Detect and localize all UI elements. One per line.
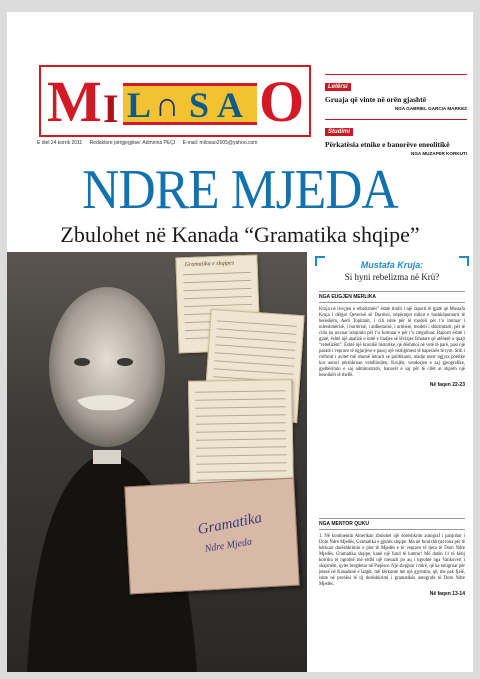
newspaper-page — [7, 12, 473, 672]
article-byline: NGA EUGJEN MERLIKA — [319, 291, 465, 303]
teaser-item[interactable] — [325, 74, 467, 111]
main-headline[interactable]: NDRE MJEDA — [82, 159, 398, 221]
teaser-title[interactable]: Gruaja që vinte në orën gjashtë — [325, 95, 427, 104]
editor-line: Redaktore përgjegjëse: Admirina PEÇI — [89, 140, 176, 146]
sub-headline: Zbulohet në Kanada “Gramatika shqipe” — [60, 222, 420, 247]
teaser-title[interactable]: Përkatësia etnike e banorëve eneolitikë — [325, 140, 450, 149]
logo-letter: S — [189, 85, 210, 125]
notebook-cover — [124, 478, 299, 595]
issue-date: E diel 24 korrik 2011 — [37, 140, 83, 146]
article-mjeda-grammar — [319, 518, 465, 597]
contact-email: E-mail: milosao2005@yahoo.com — [182, 140, 258, 146]
logo-letter: A — [217, 85, 243, 125]
article-body: Kruja në liviçjen e rebelizmës” është titulli i një raporti të gjatë që Mustafa Kruja i dërgoi Qeverisë së Durrësit, nëpërmjet mikut e bashkëpuntorit të herëshëm, Aedi Topitanit, i cili ishte për të modeli për t’u imituar i ndershmërisë, i burrërisë, i atdhetarisë, i urtësisë, modeli i shkrimtarit, për të cilin ka novuar ishqimin për t’u formuar e për t’u rregulluar. Raporti është i gjatë, është një analizë e imtë e lindjes së lëvizjes fshatare që atëherë u quajt “rebelizëm”. Është një kronikë historike, që dëshmoi në vetë të parë, pasi një pasatë i veprave të ngjarjeve e pasoj një vëzhgimesi të hapesirës të tyre. Stili i rrëfimit i avitet më shumë letrarit se politikanit, madje merr ngjyra poetike kur autori përshkruan vendlindjen, Krujën, vendosjen e saj gjeografike, gjelbërimin e saj administrativ, banorët e saj për të cilët ai shpreh një besnikëri të thellë. — [319, 307, 465, 379]
cover-photo — [7, 252, 307, 672]
milosao-logo — [39, 65, 311, 137]
section-tag: Letërsi — [325, 83, 351, 91]
masthead-meta — [37, 140, 337, 146]
article-kicker[interactable]: Mustafa Kruja: — [360, 260, 424, 270]
horseshoe-icon: ∩ — [155, 87, 180, 124]
logo-letter: L — [127, 85, 152, 125]
teaser-item[interactable] — [325, 119, 467, 156]
teaser-author: NGA GABRIEL GARCIA MARKEZ — [394, 106, 467, 111]
section-tag: Studimi — [325, 128, 353, 136]
teaser-author: NGA MUZAFER KORKUTI — [411, 151, 467, 156]
article-kruja — [319, 256, 465, 388]
article-byline: NGA MENTOR QUKU — [319, 518, 465, 530]
teaser-list — [325, 74, 467, 164]
notebook-author: Ndre Mjeda — [203, 536, 253, 555]
article-body: 1. Në kontinentin Amerikan zbulohet një dorëshkrim autograf i panjohur i Dom Ndre Mjedës, Gramatika e gjuhës shqipe. Ma në fund thirrjet tona për të kërkuar dorëshkrimin e plot të Mjedës e të veprave të tjera të Dom Ndre Mjedës, Gramatika shqipe, kanë një fund të lumtur! Më datën 11 të këtij korriku të ngrohtë më erdhi një mesazh po aq i ngrohtë nga Vankuveri i skajshëm, qytet bregdetar në Paqësor. Një shqiptar i mirë, që ka emigruar për jetesë në Kanadanë e largët, më kërkonte me një gjymtim, që, me pak fjalë, ishte në pronësi të tij dorëshkrimi i gramatikës autografe të Dom Ndre Mjedës. — [319, 534, 465, 588]
article-subtitle[interactable]: Si hyni rebelizma në Krü? — [344, 272, 440, 282]
logo-letter: I — [103, 86, 119, 131]
continue-link[interactable]: Në faqen 13-14 — [429, 591, 465, 598]
frame-corner — [315, 256, 325, 266]
logo-letter: O — [259, 69, 305, 134]
frame-corner — [459, 256, 469, 266]
continue-link[interactable]: Në faqen 22-23 — [429, 382, 465, 389]
logo-letter: M — [47, 69, 102, 134]
notebook-title: Gramatika — [196, 510, 264, 539]
manuscript-title: Gramatika e shqipes — [184, 260, 235, 269]
